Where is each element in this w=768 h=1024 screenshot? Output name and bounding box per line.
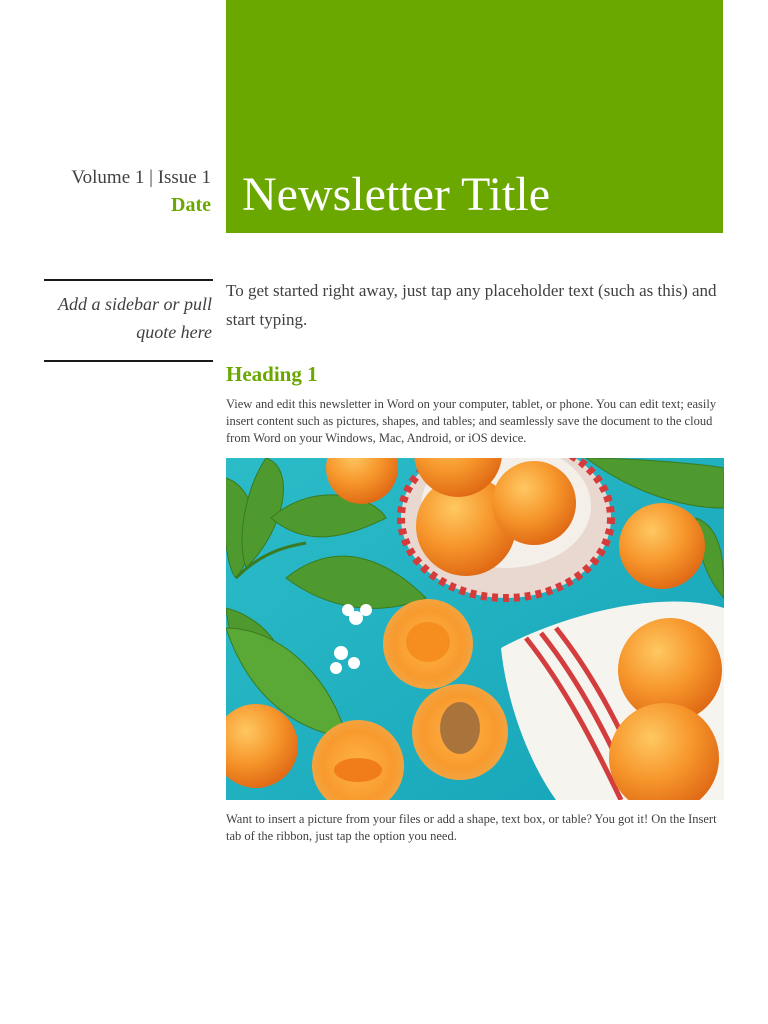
sidebar-pull-quote[interactable]: Add a sidebar or pull quote here <box>57 294 212 342</box>
apricots-photo[interactable] <box>226 458 724 800</box>
image-caption[interactable]: Want to insert a picture from your files or add a shape, text box, or table? You got it! On the Insert tab of the ribbon, just tap the option you need. <box>226 812 717 843</box>
title-banner <box>226 0 723 233</box>
volume-issue[interactable]: Volume 1 | Issue 1 <box>71 167 211 188</box>
sidebar-bottom-rule <box>44 360 213 362</box>
body-paragraph[interactable]: View and edit this newsletter in Word on your computer, tablet, or phone. You can edit text; easily insert content such as pictures, shapes, and tables; and seamlessly save the document to the cloud from Word on your Windows, Mac, Android, or iOS device. <box>226 397 717 445</box>
issue-date[interactable]: Date <box>171 194 211 216</box>
sidebar-top-rule <box>44 279 213 281</box>
intro-paragraph[interactable]: To get started right away, just tap any placeholder text (such as this) and start typing. <box>226 281 717 329</box>
newsletter-title[interactable]: Newsletter Title <box>242 168 550 221</box>
heading-1[interactable]: Heading 1 <box>226 362 318 386</box>
